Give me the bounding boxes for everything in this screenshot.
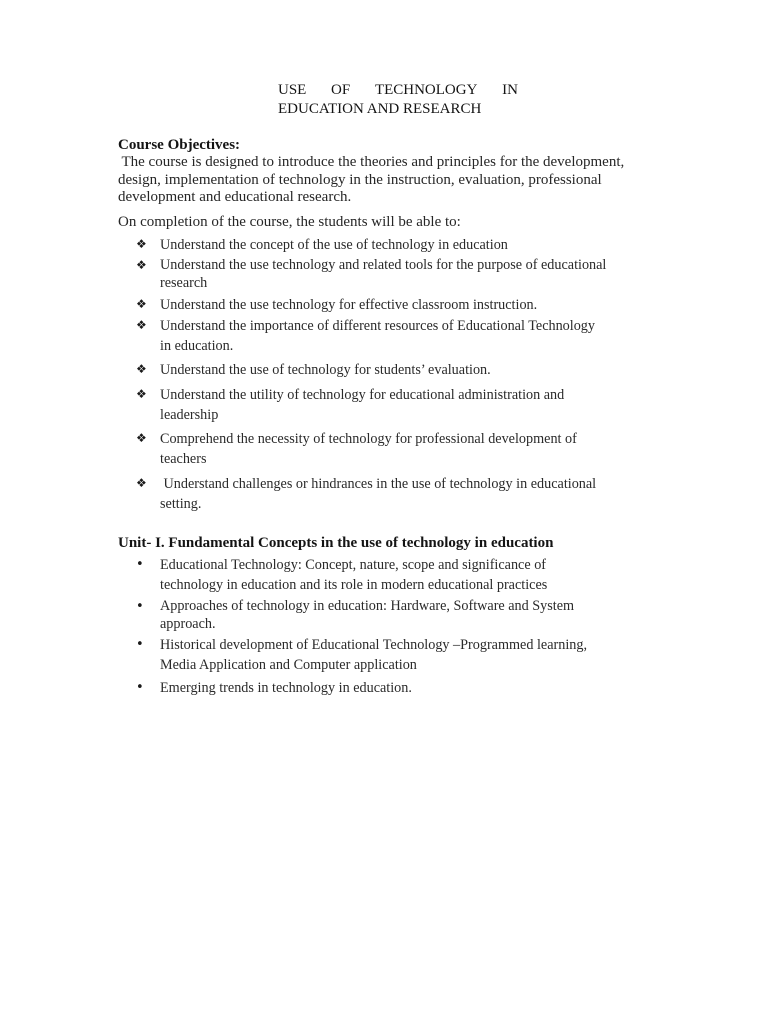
title-word: IN [502, 82, 518, 98]
objective-text: setting. [160, 496, 202, 512]
unit-1-text: approach. [160, 616, 216, 632]
document-title-line-1 [278, 81, 518, 99]
objective-text: in education. [160, 338, 234, 354]
unit-1-item [136, 555, 676, 595]
unit-1-text: Emerging trends in technology in education. [160, 680, 412, 696]
unit-1-text: technology in education and its role in modern educational practices [160, 577, 548, 593]
title-word: TECHNOLOGY [374, 82, 478, 98]
objective-item [136, 360, 676, 380]
objective-item [136, 474, 676, 514]
objectives-lead: On completion of the course, the students will be able to: [118, 214, 461, 230]
objective-item [136, 385, 676, 425]
objective-item [136, 316, 676, 356]
objective-text: research [160, 275, 208, 291]
diamond-bullet-icon: ❖ [136, 318, 147, 332]
unit-1-text: Media Application and Computer application [160, 657, 417, 673]
bullet-icon: • [136, 680, 144, 695]
unit-1-text: Educational Technology: Concept, nature, scope and significance of [160, 557, 547, 573]
objective-text: Understand challenges or hindrances in the use of technology in educational [160, 476, 597, 492]
course-objectives-heading: Course Objectives: [118, 137, 241, 153]
unit-1-item [136, 635, 676, 675]
unit-1-item [136, 678, 676, 698]
title-word: OF [331, 82, 351, 98]
diamond-bullet-icon: ❖ [136, 362, 147, 376]
unit-1-text: Approaches of technology in education: Hardware, Software and System [160, 598, 575, 614]
document-title-line-2: EDUCATION AND RESEARCH [278, 101, 482, 117]
intro-line: development and educational research. [118, 189, 352, 205]
objective-text: Understand the importance of different resources of Educational Technology [160, 318, 595, 334]
objective-text: Understand the use technology for effective classroom instruction. [160, 297, 538, 313]
objective-item [136, 429, 676, 469]
unit-1-heading: Unit- I. Fundamental Concepts in the use of technology in education [118, 535, 554, 551]
title-word: USE [278, 82, 307, 98]
objective-text: Comprehend the necessity of technology for professional development of [160, 431, 577, 447]
objective-text: teachers [160, 451, 207, 467]
objective-item [136, 256, 676, 292]
intro-line: design, implementation of technology in the instruction, evaluation, professional [118, 171, 602, 188]
unit-1-text: Historical development of Educational Technology –Programmed learning, [160, 637, 588, 653]
course-objectives-intro [118, 154, 678, 207]
diamond-bullet-icon: ❖ [136, 431, 147, 445]
diamond-bullet-icon: ❖ [136, 258, 147, 272]
objective-item [136, 295, 676, 315]
diamond-bullet-icon: ❖ [136, 387, 147, 401]
unit-1-item [136, 597, 676, 633]
objective-text: Understand the concept of the use of technology in education [160, 237, 508, 253]
bullet-icon: • [136, 599, 144, 614]
bullet-icon: • [136, 557, 144, 572]
intro-line: The course is designed to introduce the theories and principles for the development, [118, 154, 625, 170]
diamond-bullet-icon: ❖ [136, 476, 147, 490]
diamond-bullet-icon: ❖ [136, 297, 147, 311]
objective-text: Understand the utility of technology for educational administration and [160, 387, 565, 403]
diamond-bullet-icon: ❖ [136, 237, 147, 251]
objective-text: Understand the use technology and related tools for the purpose of educational [160, 257, 607, 273]
bullet-icon: • [136, 637, 144, 652]
objective-text: leadership [160, 407, 219, 423]
objective-text: Understand the use of technology for students’ evaluation. [160, 362, 491, 378]
objective-item [136, 235, 676, 255]
